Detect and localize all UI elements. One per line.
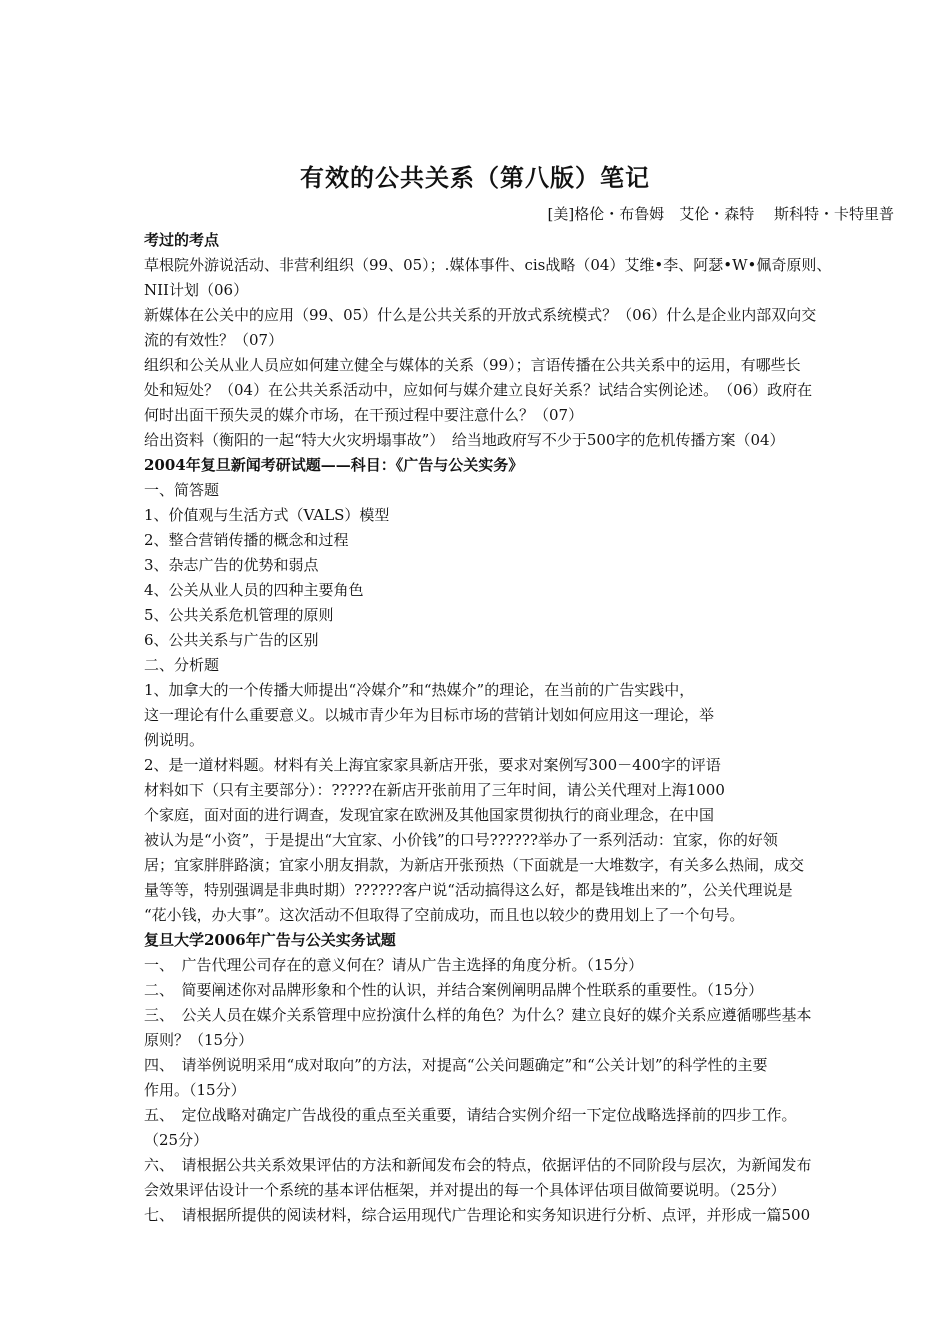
paragraph-line: 居；宜家胖胖路演；宜家小朋友捐款，为新店开张预热（下面就是一大堆数字，有关多么热闹，成交 bbox=[144, 856, 805, 874]
section-heading-exam-points: 考过的考点 bbox=[144, 231, 220, 249]
question-item: 2、整合营销传播的概念和过程 bbox=[144, 531, 349, 549]
paragraph-line: 六、 请根据公共关系效果评估的方法和新闻发布会的特点，依据评估的不同阶段与层次，为新闻发布 bbox=[144, 1156, 812, 1174]
document-body bbox=[144, 228, 906, 1228]
paragraph-line: 三、 公关人员在媒介关系管理中应扮演什么样的角色？为什么？建立良好的媒介关系应遵循哪些基本 bbox=[144, 1006, 812, 1024]
paragraph-line: 一、 广告代理公司存在的意义何在？请从广告主选择的角度分析。（15分） bbox=[144, 956, 644, 974]
paragraph-line: 材料如下（只有主要部分）：?????在新店开张前用了三年时间，请公关代理对上海1000 bbox=[144, 781, 725, 799]
question-item: 6、公共关系与广告的区别 bbox=[144, 631, 319, 649]
paragraph-line: 作用。（15分） bbox=[144, 1081, 246, 1099]
paragraph-line: 1、加拿大的一个传播大师提出“冷媒介”和“热媒介”的理论，在当前的广告实践中， bbox=[144, 681, 695, 699]
paragraph-line: 七、 请根据所提供的阅读材料，综合运用现代广告理论和实务知识进行分析、点评，并形成一篇500 bbox=[144, 1206, 811, 1224]
subsection-title-analysis: 二、分析题 bbox=[144, 656, 220, 674]
paragraph-line: NII计划（06） bbox=[144, 281, 249, 299]
paragraph-line: 给出资料（衡阳的一起“特大火灾坍塌事故”） 给当地政府写不少于500字的危机传播方案（04） bbox=[144, 431, 785, 449]
paragraph-line: 会效果评估设计一个系统的基本评估框架，并对提出的每一个具体评估项目做简要说明。（25分） bbox=[144, 1181, 786, 1199]
paragraph-line: 例说明。 bbox=[144, 731, 205, 749]
paragraph-line: 组织和公关从业人员应如何建立健全与媒体的关系（99）；言语传播在公共关系中的运用，有哪些长 bbox=[144, 356, 801, 374]
question-item: 1、价值观与生活方式（VALS）模型 bbox=[144, 506, 390, 524]
paragraph-line: 草根院外游说活动、非营利组织（99、05）；.媒体事件、cis战略（04）艾维•李、阿瑟•W•佩奇原则、 bbox=[144, 256, 832, 274]
paragraph-line: 个家庭，面对面的进行调查，发现宜家在欧洲及其他国家贯彻执行的商业理念，在中国 bbox=[144, 806, 715, 824]
paragraph-line: 五、 定位战略对确定广告战役的重点至关重要，请结合实例介绍一下定位战略选择前的四步工作。 bbox=[144, 1106, 797, 1124]
paragraph-line: 2、是一道材料题。材料有关上海宜家家具新店开张，要求对案例写300－400字的评语 bbox=[144, 756, 721, 774]
paragraph-line: 原则？（15分） bbox=[144, 1031, 254, 1049]
question-item: 3、杂志广告的优势和弱点 bbox=[144, 556, 319, 574]
subsection-title-short-answer: 一、简答题 bbox=[144, 481, 220, 499]
paragraph-line: 被认为是“小资”，于是提出“大宜家、小价钱”的口号??????举办了一系列活动：宜家，你的好领 bbox=[144, 831, 778, 849]
document-authors: [美]格伦・布鲁姆 艾伦・森特 斯科特・卡特里普 bbox=[547, 205, 894, 223]
paragraph-line: 新媒体在公关中的应用（99、05）什么是公共关系的开放式系统模式？（06）什么是企业内部双向交 bbox=[144, 306, 817, 324]
paragraph-line: 二、 简要阐述你对品牌形象和个性的认识，并结合案例阐明品牌个性联系的重要性。（15分） bbox=[144, 981, 764, 999]
document-title: 有效的公共关系（第八版）笔记 bbox=[300, 163, 650, 192]
question-item: 5、公共关系危机管理的原则 bbox=[144, 606, 334, 624]
section-heading-2006: 复旦大学2006年广告与公关实务试题 bbox=[144, 931, 396, 949]
question-item: 4、公关从业人员的四种主要角色 bbox=[144, 581, 364, 599]
paragraph-line: “花小钱，办大事”。这次活动不但取得了空前成功，而且也以较少的费用划上了一个句号。 bbox=[144, 906, 745, 924]
paragraph-line: 四、 请举例说明采用“成对取向”的方法，对提高“公关问题确定”和“公关计划”的科学性的主要 bbox=[144, 1056, 768, 1074]
paragraph-line: 处和短处？（04）在公共关系活动中，应如何与媒介建立良好关系？试结合实例论述。 （06）政府在 bbox=[144, 381, 813, 399]
paragraph-line: 流的有效性？（07） bbox=[144, 331, 284, 349]
section-heading-2004: 2004年复旦新闻考研试题——科目：《广告与公关实务》 bbox=[144, 456, 524, 474]
paragraph-line: 何时出面干预失灵的媒介市场，在干预过程中要注意什么？（07） bbox=[144, 406, 584, 424]
paragraph-line: 这一理论有什么重要意义。以城市青少年为目标市场的营销计划如何应用这一理论，举 bbox=[144, 706, 715, 724]
paragraph-line: 量等等，特别强调是非典时期）??????客户说“活动搞得这么好，都是钱堆出来的”，公关代理说是 bbox=[144, 881, 793, 899]
paragraph-line: （25分） bbox=[144, 1131, 209, 1149]
